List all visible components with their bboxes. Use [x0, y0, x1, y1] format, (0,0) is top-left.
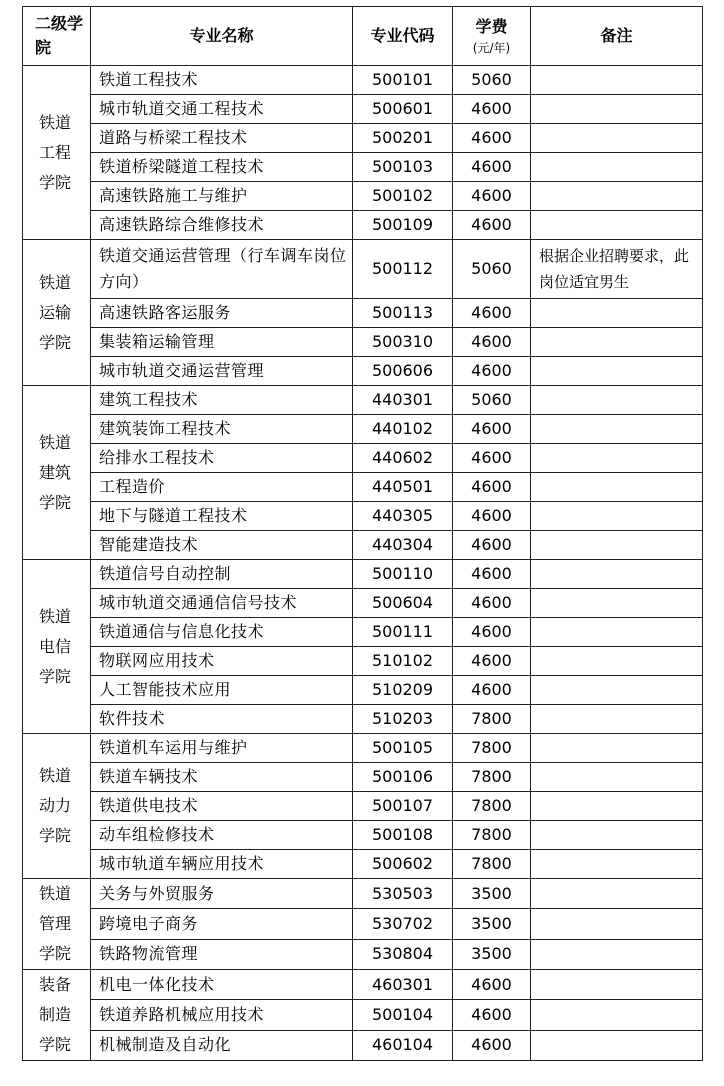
- major-code-cell: 440301: [353, 386, 453, 415]
- table-row: [23, 939, 703, 969]
- major-name-cell: 铁道交通运营管理（行车调车岗位方向）: [91, 240, 353, 299]
- tuition-cell: 4600: [453, 473, 531, 502]
- tuition-cell: 4600: [453, 589, 531, 618]
- note-cell: [531, 647, 703, 676]
- college-name-line: 管理: [39, 914, 72, 933]
- major-code-cell: 460104: [353, 1030, 453, 1060]
- major-code-cell: 440602: [353, 444, 453, 473]
- table-row: [23, 909, 703, 939]
- table-row: [23, 676, 703, 705]
- table-row: [23, 328, 703, 357]
- major-name-cell: 建筑工程技术: [91, 386, 353, 415]
- college-cell: [23, 734, 91, 879]
- major-code-cell: 500105: [353, 734, 453, 763]
- college-name-line: 学院: [39, 1035, 72, 1054]
- table-row: [23, 821, 703, 850]
- tuition-cell: 4600: [453, 328, 531, 357]
- table-row: [23, 299, 703, 328]
- table-row: [23, 850, 703, 879]
- table-row: [23, 879, 703, 909]
- tuition-cell: 7800: [453, 705, 531, 734]
- tuition-cell: 3500: [453, 909, 531, 939]
- major-name-cell: 高速铁路施工与维护: [91, 182, 353, 211]
- note-cell: [531, 939, 703, 969]
- major-code-cell: 530804: [353, 939, 453, 969]
- table-row: [23, 589, 703, 618]
- major-code-cell: 500601: [353, 95, 453, 124]
- major-code-cell: 500104: [353, 1000, 453, 1030]
- college-name-line: 铁道: [39, 432, 72, 452]
- major-name-cell: 城市轨道交通工程技术: [91, 95, 353, 124]
- table-row: [23, 647, 703, 676]
- table-row: [23, 970, 703, 1000]
- college-name-line: 学院: [39, 826, 72, 845]
- college-cell: [23, 879, 91, 970]
- majors-table: [22, 6, 703, 1061]
- note-cell: [531, 792, 703, 821]
- tuition-cell: 4600: [453, 95, 531, 124]
- note-cell: [531, 909, 703, 939]
- tuition-cell: 4600: [453, 1030, 531, 1060]
- tuition-cell: 4600: [453, 182, 531, 211]
- table-row: [23, 705, 703, 734]
- major-code-cell: 500604: [353, 589, 453, 618]
- table-row: [23, 560, 703, 589]
- tuition-cell: 4600: [453, 531, 531, 560]
- major-name-cell: 地下与隧道工程技术: [91, 502, 353, 531]
- note-cell: [531, 879, 703, 909]
- note-cell: [531, 502, 703, 531]
- tuition-cell: 4600: [453, 560, 531, 589]
- college-name-line: 制造: [39, 1005, 72, 1024]
- note-cell: [531, 415, 703, 444]
- major-code-cell: 500111: [353, 618, 453, 647]
- college-name-line: 动力: [39, 796, 72, 815]
- college-name-line: 铁道: [39, 884, 72, 903]
- major-code-cell: 440102: [353, 415, 453, 444]
- tuition-cell: 4600: [453, 444, 531, 473]
- major-name-cell: 道路与桥梁工程技术: [91, 124, 353, 153]
- table-header-row: [23, 7, 703, 66]
- college-name-line: 装备: [39, 975, 72, 994]
- college-cell: [23, 386, 91, 560]
- tuition-cell: 5060: [453, 66, 531, 95]
- table-row: [23, 618, 703, 647]
- table-row: [23, 531, 703, 560]
- table-row: [23, 415, 703, 444]
- tuition-cell: 4600: [453, 211, 531, 240]
- tuition-cell: 4600: [453, 1000, 531, 1030]
- note-cell: [531, 589, 703, 618]
- major-code-cell: 530503: [353, 879, 453, 909]
- table-body: [23, 66, 703, 1061]
- major-name-cell: 物联网应用技术: [91, 647, 353, 676]
- header-tuition: [453, 7, 531, 66]
- table-row: [23, 66, 703, 95]
- major-code-cell: 500606: [353, 357, 453, 386]
- tuition-cell: 7800: [453, 792, 531, 821]
- college-name-line: 学院: [39, 666, 72, 686]
- major-code-cell: 500310: [353, 328, 453, 357]
- college-name-line: 学院: [39, 492, 72, 512]
- note-cell: [531, 1030, 703, 1060]
- note-cell: [531, 763, 703, 792]
- note-cell: [531, 618, 703, 647]
- note-cell: [531, 850, 703, 879]
- major-code-cell: 440305: [353, 502, 453, 531]
- tuition-cell: 5060: [453, 240, 531, 299]
- college-cell: [23, 970, 91, 1061]
- major-name-cell: 人工智能技术应用: [91, 676, 353, 705]
- college-name-line: 电信: [39, 636, 72, 656]
- major-name-cell: 智能建造技术: [91, 531, 353, 560]
- note-cell: [531, 970, 703, 1000]
- college-name-line: 工程: [39, 142, 72, 162]
- major-code-cell: 500112: [353, 240, 453, 299]
- major-code-cell: 500106: [353, 763, 453, 792]
- college-name-line: 学院: [39, 944, 72, 963]
- major-name-cell: 铁道工程技术: [91, 66, 353, 95]
- table-row: [23, 763, 703, 792]
- note-cell: [531, 1000, 703, 1030]
- major-name-cell: 高速铁路客运服务: [91, 299, 353, 328]
- major-name-cell: 动车组检修技术: [91, 821, 353, 850]
- header-tuition-label: 学费: [475, 17, 508, 36]
- note-cell: [531, 386, 703, 415]
- tuition-cell: 4600: [453, 124, 531, 153]
- note-cell: [531, 211, 703, 240]
- tuition-cell: 4600: [453, 647, 531, 676]
- major-name-cell: 城市轨道交通通信信号技术: [91, 589, 353, 618]
- college-name-line: 建筑: [39, 462, 72, 482]
- major-name-cell: 铁道供电技术: [91, 792, 353, 821]
- major-code-cell: 500110: [353, 560, 453, 589]
- table-row: [23, 211, 703, 240]
- note-cell: [531, 734, 703, 763]
- major-code-cell: 510203: [353, 705, 453, 734]
- header-note: 备注: [531, 7, 703, 66]
- college-name-line: 运输: [39, 302, 72, 322]
- major-name-cell: 建筑装饰工程技术: [91, 415, 353, 444]
- college-name-line: 铁道: [39, 766, 72, 785]
- table-row: [23, 95, 703, 124]
- major-code-cell: 500107: [353, 792, 453, 821]
- table-row: [23, 444, 703, 473]
- tuition-cell: 7800: [453, 850, 531, 879]
- college-name-line: 铁道: [39, 112, 72, 132]
- note-cell: [531, 560, 703, 589]
- note-cell: [531, 299, 703, 328]
- major-name-cell: 给排水工程技术: [91, 444, 353, 473]
- major-code-cell: 500201: [353, 124, 453, 153]
- major-code-cell: 510102: [353, 647, 453, 676]
- major-code-cell: 500102: [353, 182, 453, 211]
- tuition-cell: 3500: [453, 879, 531, 909]
- major-name-cell: 铁道车辆技术: [91, 763, 353, 792]
- table-row: [23, 182, 703, 211]
- college-cell: [23, 240, 91, 386]
- tuition-cell: 7800: [453, 734, 531, 763]
- table-row: [23, 1030, 703, 1060]
- major-code-cell: 460301: [353, 970, 453, 1000]
- table-row: [23, 153, 703, 182]
- note-cell: [531, 821, 703, 850]
- major-name-cell: 铁道桥梁隧道工程技术: [91, 153, 353, 182]
- tuition-cell: 3500: [453, 939, 531, 969]
- major-code-cell: 440304: [353, 531, 453, 560]
- tuition-cell: 7800: [453, 821, 531, 850]
- tuition-cell: 4600: [453, 415, 531, 444]
- tuition-cell: 5060: [453, 386, 531, 415]
- college-name-line: 铁道: [39, 606, 72, 626]
- tuition-cell: 4600: [453, 153, 531, 182]
- major-name-cell: 跨境电子商务: [91, 909, 353, 939]
- header-tuition-unit: (元/年): [472, 41, 511, 55]
- major-name-cell: 铁道信号自动控制: [91, 560, 353, 589]
- major-code-cell: 500108: [353, 821, 453, 850]
- note-cell: [531, 705, 703, 734]
- note-cell: [531, 531, 703, 560]
- major-name-cell: 铁道机车运用与维护: [91, 734, 353, 763]
- note-cell: [531, 473, 703, 502]
- college-name-line: 学院: [39, 172, 72, 192]
- note-cell: [531, 676, 703, 705]
- major-code-cell: 530702: [353, 909, 453, 939]
- table-row: [23, 124, 703, 153]
- header-major-code: 专业代码: [353, 7, 453, 66]
- major-name-cell: 铁道养路机械应用技术: [91, 1000, 353, 1030]
- note-cell: [531, 444, 703, 473]
- major-name-cell: 关务与外贸服务: [91, 879, 353, 909]
- major-code-cell: 510209: [353, 676, 453, 705]
- tuition-cell: 4600: [453, 502, 531, 531]
- table-row: [23, 386, 703, 415]
- table-row: [23, 734, 703, 763]
- tuition-cell: 4600: [453, 970, 531, 1000]
- major-name-cell: 机械制造及自动化: [91, 1030, 353, 1060]
- major-code-cell: 440501: [353, 473, 453, 502]
- note-cell: 根据企业招聘要求，此岗位适宜男生: [531, 240, 703, 299]
- major-code-cell: 500113: [353, 299, 453, 328]
- header-college: 二级学院: [23, 7, 91, 66]
- tuition-cell: 4600: [453, 299, 531, 328]
- table-row: [23, 502, 703, 531]
- tuition-cell: 4600: [453, 676, 531, 705]
- major-name-cell: 软件技术: [91, 705, 353, 734]
- majors-table-container: [22, 6, 703, 1061]
- major-code-cell: 500103: [353, 153, 453, 182]
- major-name-cell: 集装箱运输管理: [91, 328, 353, 357]
- major-name-cell: 铁道通信与信息化技术: [91, 618, 353, 647]
- major-code-cell: 500602: [353, 850, 453, 879]
- major-name-cell: 高速铁路综合维修技术: [91, 211, 353, 240]
- tuition-cell: 7800: [453, 763, 531, 792]
- note-cell: [531, 182, 703, 211]
- major-name-cell: 城市轨道车辆应用技术: [91, 850, 353, 879]
- note-cell: [531, 95, 703, 124]
- note-cell: [531, 357, 703, 386]
- major-name-cell: 铁路物流管理: [91, 939, 353, 969]
- table-row: [23, 240, 703, 299]
- table-row: [23, 1000, 703, 1030]
- table-row: [23, 792, 703, 821]
- note-cell: [531, 153, 703, 182]
- major-name-cell: 机电一体化技术: [91, 970, 353, 1000]
- header-major-name: 专业名称: [91, 7, 353, 66]
- table-row: [23, 357, 703, 386]
- table-row: [23, 473, 703, 502]
- major-name-cell: 城市轨道交通运营管理: [91, 357, 353, 386]
- note-cell: [531, 66, 703, 95]
- major-code-cell: 500101: [353, 66, 453, 95]
- note-cell: [531, 328, 703, 357]
- college-name-line: 铁道: [39, 272, 72, 292]
- tuition-cell: 4600: [453, 357, 531, 386]
- major-code-cell: 500109: [353, 211, 453, 240]
- tuition-cell: 4600: [453, 618, 531, 647]
- college-cell: [23, 560, 91, 734]
- major-name-cell: 工程造价: [91, 473, 353, 502]
- college-cell: [23, 66, 91, 240]
- note-cell: [531, 124, 703, 153]
- college-name-line: 学院: [39, 332, 72, 352]
